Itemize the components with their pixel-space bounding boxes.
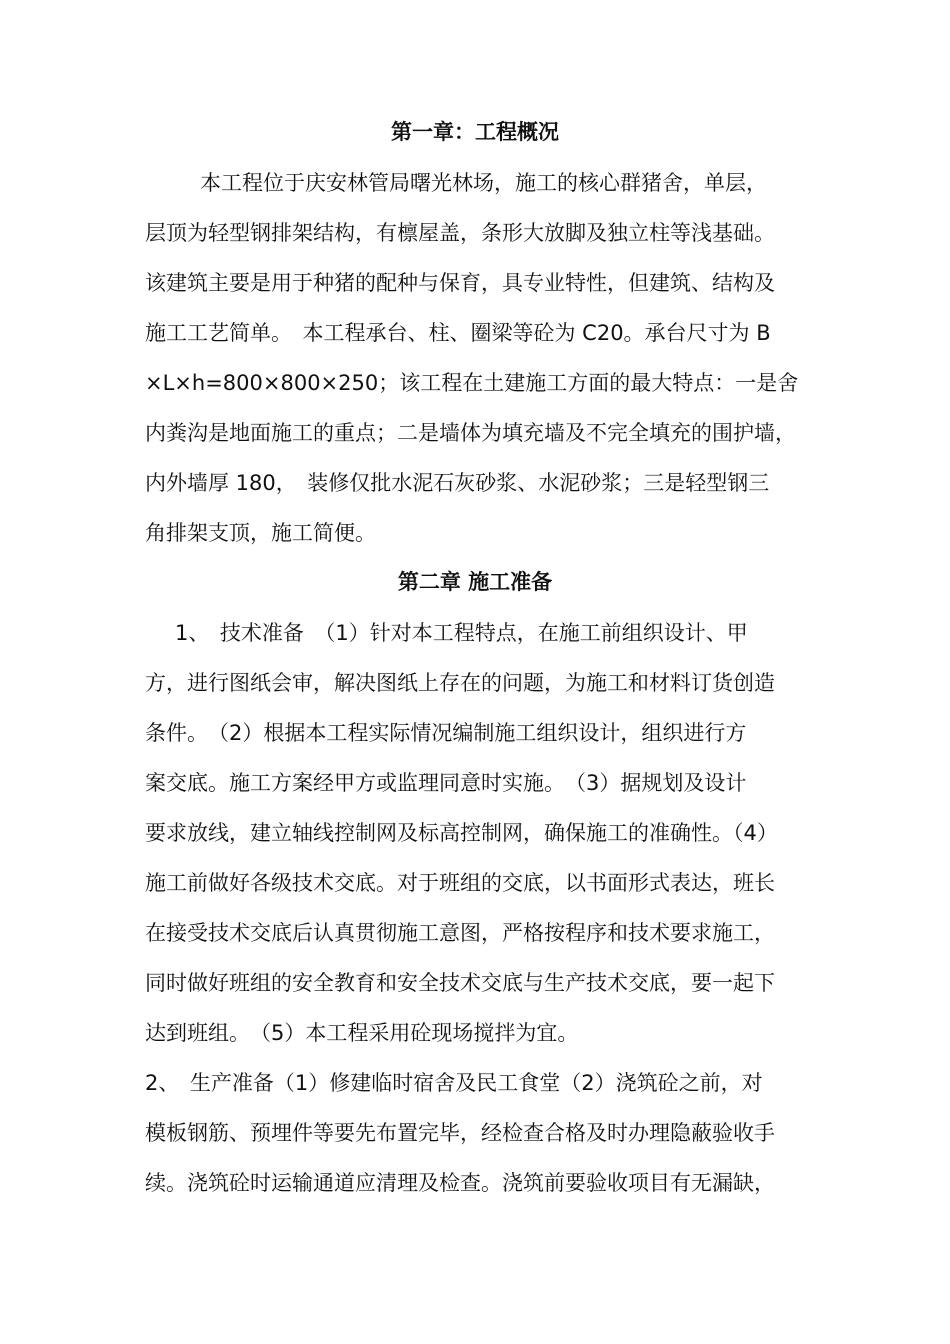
chapter-1-title: 第一章：工程概况	[391, 120, 559, 144]
paragraph-line: 内外墙厚 180， 装修仅批水泥石灰砂浆、水泥砂浆；三是轻型钢三	[145, 471, 770, 495]
paragraph-line: 方，进行图纸会审，解决图纸上存在的问题，为施工和材料订货创造	[145, 671, 775, 695]
paragraph-line: 该建筑主要是用于种猪的配种与保育，具专业特性，但建筑、结构及	[145, 271, 775, 295]
paragraph-line: 要求放线，建立轴线控制网及标高控制网，确保施工的准确性。（4）	[145, 821, 778, 845]
paragraph-line: 在接受技术交底后认真贯彻施工意图，严格按程序和技术要求施工，	[145, 921, 775, 945]
paragraph-line: 施工工艺简单。 本工程承台、柱、圈梁等砼为 C20。承台尺寸为 B	[145, 321, 771, 345]
paragraph-line: 条件。 （2）根据本工程实际情况编制施工组织设计，组织进行方	[145, 721, 747, 745]
paragraph-line: 同时做好班组的安全教育和安全技术交底与生产技术交底，要一起下	[145, 971, 775, 995]
paragraph-line: 内粪沟是地面施工的重点；二是墙体为填充墙及不完全填充的围护墙，	[145, 421, 796, 445]
paragraph-line: 层顶为轻型钢排架结构，有檩屋盖，条形大放脚及独立柱等浅基础。	[145, 221, 775, 245]
paragraph-line: 2、 生产准备（1）修建临时宿舍及民工食堂（2）浇筑砼之前，对	[145, 1071, 763, 1095]
paragraph-line: 续。浇筑砼时运输通道应清理及检查。浇筑前要验收项目有无漏缺，	[145, 1171, 775, 1195]
paragraph-line: 达到班组。 （5）本工程采用砼现场搅拌为宜。	[145, 1021, 579, 1045]
paragraph-line: 1、 技术准备 （1）针对本工程特点，在施工前组织设计、甲	[175, 621, 748, 645]
paragraph-line: 本工程位于庆安林管局曙光林场，施工的核心群猪舍，单层，	[200, 171, 767, 195]
paragraph-line: 施工前做好各级技术交底。对于班组的交底，以书面形式表达，班长	[145, 871, 775, 895]
chapter-2-title: 第二章 施工准备	[397, 570, 553, 594]
paragraph-line: 模板钢筋、预埋件等要先布置完毕，经检查合格及时办理隐蔽验收手	[145, 1121, 775, 1145]
paragraph-line: 角排架支顶，施工简便。	[145, 521, 376, 545]
paragraph-line: ×L×h=800×800×250；该工程在土建施工方面的最大特点：一是舍	[145, 371, 799, 395]
paragraph-line: 案交底。施工方案经甲方或监理同意时实施。 （3）据规划及设计	[145, 771, 747, 795]
